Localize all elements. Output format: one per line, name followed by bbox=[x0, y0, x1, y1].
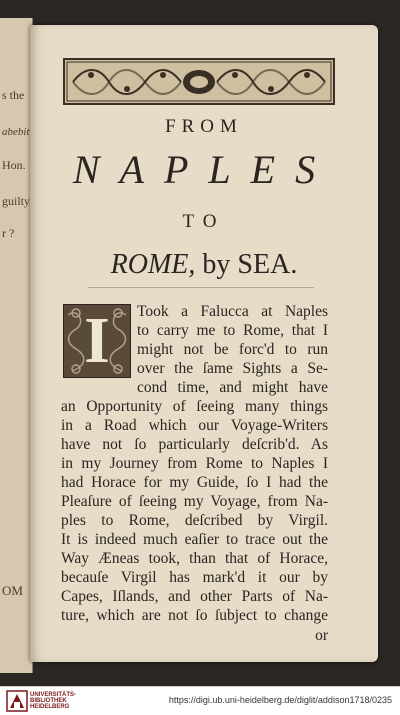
text-line: ples to Rome, deſcribed by Virgil. bbox=[61, 512, 328, 529]
initial-letter: I bbox=[84, 304, 110, 377]
prev-page-fragment: Hon. bbox=[2, 158, 26, 172]
title-rule bbox=[88, 287, 314, 288]
headpiece-ornament bbox=[63, 58, 335, 105]
prev-page-fragment: s the bbox=[2, 88, 25, 102]
ornament-pattern bbox=[65, 60, 333, 103]
university-library-logo-icon bbox=[6, 690, 28, 712]
text-line: in my Journey from Rome to Naples I bbox=[61, 455, 328, 472]
title-to: TO bbox=[182, 211, 226, 232]
library-name-line: BIBLIOTHEK bbox=[30, 698, 67, 704]
catchword: or bbox=[315, 627, 328, 644]
title-rome: ROME, bbox=[110, 249, 196, 280]
text-line: had Horace for my Guide, ſo I had the bbox=[61, 474, 328, 491]
title-rome-by-sea bbox=[30, 249, 378, 281]
permalink-url[interactable]: https://digi.ub.uni-heidelberg.de/diglit/addison1718/0235 bbox=[168, 695, 392, 705]
decorated-initial bbox=[63, 304, 131, 378]
viewer-footer bbox=[0, 686, 400, 715]
title-by-sea: by SEA. bbox=[195, 249, 298, 280]
library-name-line: UNIVERSITÄTS- bbox=[30, 692, 77, 698]
text-line: in a Road which our Voyage-Writers bbox=[61, 417, 328, 434]
text-line: It is indeed much eaſier to trace out the bbox=[61, 531, 328, 548]
previous-page-edge bbox=[0, 18, 33, 673]
text-line: have not ſo particularly deſcrib'd. As bbox=[61, 436, 328, 453]
text-line: Took a Falucca at Naples bbox=[137, 303, 328, 320]
text-line: Pleaſure of ſeeing my Voyage, from Na- bbox=[61, 493, 328, 510]
text-line: to carry me to Rome, that I bbox=[137, 322, 328, 339]
title-naples: NAPLES bbox=[72, 147, 336, 192]
text-line: an Opportunity of ſeeing many things bbox=[61, 398, 328, 415]
text-line: might not be forc'd to run bbox=[137, 341, 328, 358]
text-line: cond time, and might have bbox=[137, 379, 328, 396]
title-from: FROM bbox=[165, 116, 243, 137]
prev-page-fragment: guilty bbox=[2, 194, 31, 208]
prev-page-fragment: r ? bbox=[2, 226, 15, 240]
library-name-line: HEIDELBERG bbox=[30, 704, 70, 710]
text-line: ture, which are not ſo ſubject to change bbox=[61, 607, 328, 624]
prev-page-fragment: abebit bbox=[2, 126, 30, 138]
library-name bbox=[30, 692, 76, 710]
text-line: Way Æneas took, than that of Horace, bbox=[61, 550, 328, 567]
prev-page-fragment: OM bbox=[2, 583, 23, 598]
text-line: over the ſame Sights a Se- bbox=[137, 360, 328, 377]
text-line: becauſe Virgil has mark'd it our by bbox=[61, 569, 328, 586]
text-line: Capes, Iſlands, and other Parts of Na- bbox=[61, 588, 328, 605]
